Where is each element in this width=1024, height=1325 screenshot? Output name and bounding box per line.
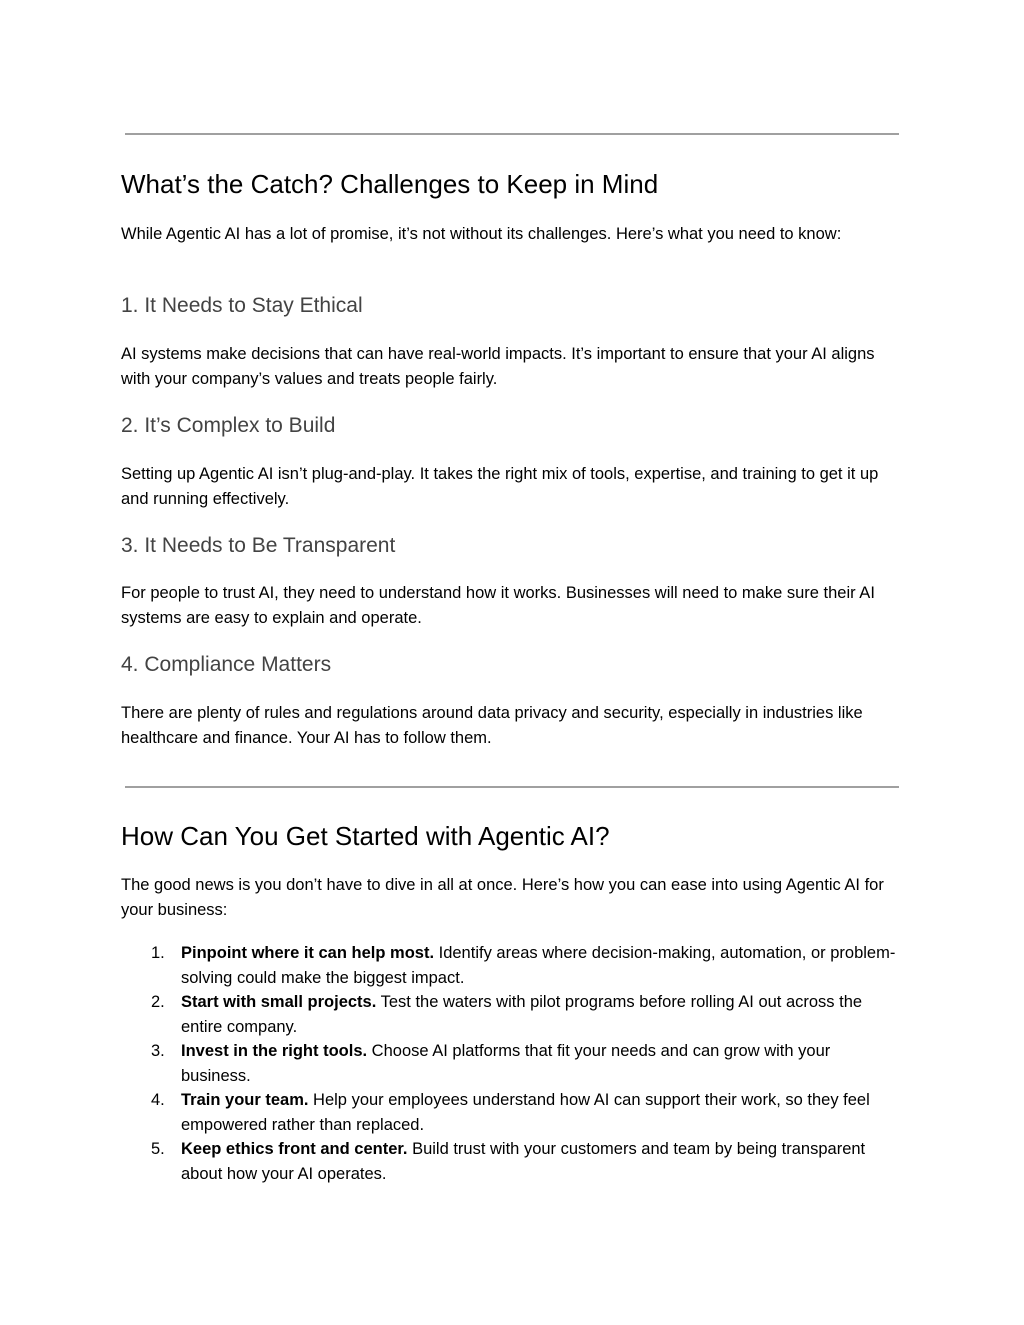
subsection-body-complex: Setting up Agentic AI isn’t plug-and-play. It takes the right mix of tools, expertise, and training to get it up and running effectively. <box>121 465 879 508</box>
list-item-text: Help your employees understand how AI can support their work, so they feel empowered rather than replaced. <box>181 1091 870 1134</box>
horizontal-rule <box>125 133 899 135</box>
section-title-get-started: How Can You Get Started with Agentic AI? <box>121 821 610 851</box>
list-item-number: 5. <box>151 1140 165 1158</box>
section-intro-challenges: While Agentic AI has a lot of promise, it’s not without its challenges. Here’s what you need to know: <box>121 225 842 243</box>
subsection-body-transparent: For people to trust AI, they need to understand how it works. Businesses will need to make sure their AI systems are easy to explain and operate. <box>121 584 875 627</box>
list-item-number: 2. <box>151 993 165 1011</box>
subsection-heading-complex: 2. It’s Complex to Build <box>121 414 336 437</box>
subsection-body-compliance: There are plenty of rules and regulations around data privacy and security, especially in industries like healthcare and finance. Your AI has to follow them. <box>121 704 863 747</box>
subsection-heading-compliance: 4. Compliance Matters <box>121 653 332 676</box>
list-item <box>121 941 901 990</box>
list-item-number: 3. <box>151 1042 165 1060</box>
list-item-bold-lead: Keep ethics front and center. <box>181 1140 408 1158</box>
list-item-number: 4. <box>151 1091 165 1109</box>
list-item-bold-lead: Pinpoint where it can help most. <box>181 944 435 962</box>
list-item-text: Build trust with your customers and team by being transparent about how your AI operates. <box>181 1140 866 1183</box>
list-item-text: Test the waters with pilot programs before rolling AI out across the entire company. <box>181 993 863 1036</box>
section-intro-get-started: The good news is you don’t have to dive in all at once. Here’s how you can ease into using Agentic AI for your business: <box>121 876 884 919</box>
list-item <box>121 1137 901 1186</box>
list-item <box>121 990 901 1039</box>
section-title-challenges: What’s the Catch? Challenges to Keep in Mind <box>121 169 659 199</box>
list-item <box>121 1039 901 1088</box>
list-item-text: Choose AI platforms that fit your needs and can grow with your business. <box>181 1042 831 1085</box>
list-item-number: 1. <box>151 944 165 962</box>
list-item-bold-lead: Invest in the right tools. <box>181 1042 368 1060</box>
list-item-text: Identify areas where decision-making, automation, or problem-solving could make the biggest impact. <box>181 944 896 987</box>
subsection-body-ethical: AI systems make decisions that can have real-world impacts. It’s important to ensure that your AI aligns with your company’s values and treats people fairly. <box>121 345 875 388</box>
list-item-bold-lead: Start with small projects. <box>181 993 377 1011</box>
list-item <box>121 1088 901 1137</box>
list-item-bold-lead: Train your team. <box>181 1091 309 1109</box>
subsection-heading-ethical: 1. It Needs to Stay Ethical <box>121 294 363 317</box>
steps-list <box>121 941 901 1186</box>
horizontal-rule <box>125 786 899 788</box>
subsection-heading-transparent: 3. It Needs to Be Transparent <box>121 534 396 557</box>
